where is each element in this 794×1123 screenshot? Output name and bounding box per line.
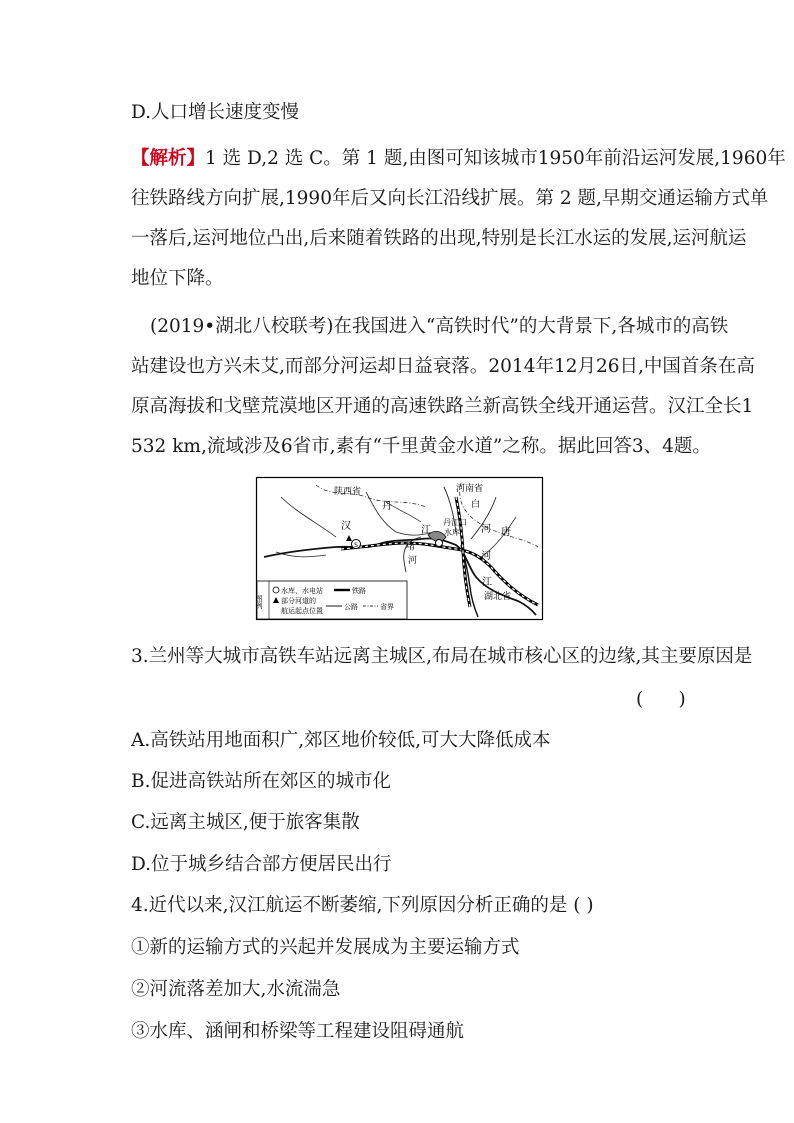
question-3-answer-paren: ( ) [636,689,686,710]
analysis-text-1: 1 选 D,2 选 C。第 1 题,由图可知该城市1950年前沿运河发展,1960年 [205,148,786,169]
legend-railway: 铁路 [352,587,366,595]
label-he-2: 河 [481,524,491,535]
analysis-line-3: 一落后,运河地位凸出,后来随着铁路的出现,特别是长江水运的发展,运河航运 [131,228,747,249]
question-3-option-c: C.远离主城区,便于旅客集散 [131,812,360,833]
question-3-option-a: A.高铁站用地面积广,郊区地价较低,可大大降低成本 [131,730,551,751]
passage-line-2: 站建设也方兴未艾,而部分河运却日益衰落。2014年12月26日,中国首条在高 [131,356,755,377]
label-henan: 河南省 [456,484,484,494]
label-danjiangkou-2: 水库 [444,528,460,537]
analysis-tag: 【解析】 [131,148,206,169]
label-he-3: 河 [481,551,491,562]
question-3-stem: 3.兰州等大城市高铁车站远离主城区,布局在城市核心区的边缘,其主要原因是 [131,646,753,667]
legend-border: 省界 [380,603,394,611]
label-danjiangkou-1: 丹江口 [443,518,467,527]
svg-text:S: S [354,542,358,549]
previous-option-d: D.人口增长速度变慢 [131,102,300,123]
label-tang: 唐 [501,527,511,538]
label-bai: 白 [471,500,481,510]
question-3-option-b: B.促进高铁站所在郊区的城市化 [131,771,391,792]
question-4-item-1: ①新的运输方式的兴起并发展成为主要运输方式 [131,937,520,958]
label-du: 堵 [406,542,416,552]
label-dan: 丹 [382,501,392,512]
question-4-item-2: ②河流落差加大,水流湍急 [131,979,341,1000]
analysis-line-4: 地位下降。 [131,268,224,289]
question-3-option-d: D.位于城乡结合部方便居民出行 [131,854,392,875]
passage-line-4: 532 km,流域涉及6省市,素有“千里黄金水道”之称。据此回答3、4题。 [131,436,711,457]
map-legend [257,581,407,619]
legend-reservoir-icon [273,587,279,593]
analysis-line-1 [131,147,786,171]
label-jiang-2: 江 [482,577,492,588]
legend-start-1: 部分河道的 [281,597,316,605]
label-han: 汉 [341,521,351,532]
label-he-1: 河 [408,556,418,566]
analysis-line-2: 往铁路线方向扩展,1990年后又向长江沿线扩展。第 2 题,早期交通运输方式单 [131,188,769,209]
passage-line-1: (2019•湖北八校联考)在我国进入“高铁时代”的大背景下,各城市的高铁 [150,316,729,337]
legend-reservoir: 水库、水电站 [281,587,323,595]
label-jiang-1: 江 [421,525,431,536]
label-hubei: 湖北省 [484,592,512,602]
passage-line-3: 原高海拔和戈壁荒漠地区开通的高速铁路兰新高铁全线开通运营。汉江全长1 [131,396,754,417]
legend-start-2: 航运起点位置 [281,607,323,615]
hydropower-icon-2 [436,540,443,547]
legend-title: 图例 [255,595,263,609]
question-4-stem: 4.近代以来,汉江航运不断萎缩,下列原因分析正确的是 ( ) [131,895,594,916]
label-shaanxi: 陕西省 [334,487,362,497]
hanjiang-map [256,477,543,620]
legend-road: 公路 [344,603,358,611]
question-4-item-3: ③水库、涵闸和桥梁等工程建设阻碍通航 [131,1021,465,1042]
